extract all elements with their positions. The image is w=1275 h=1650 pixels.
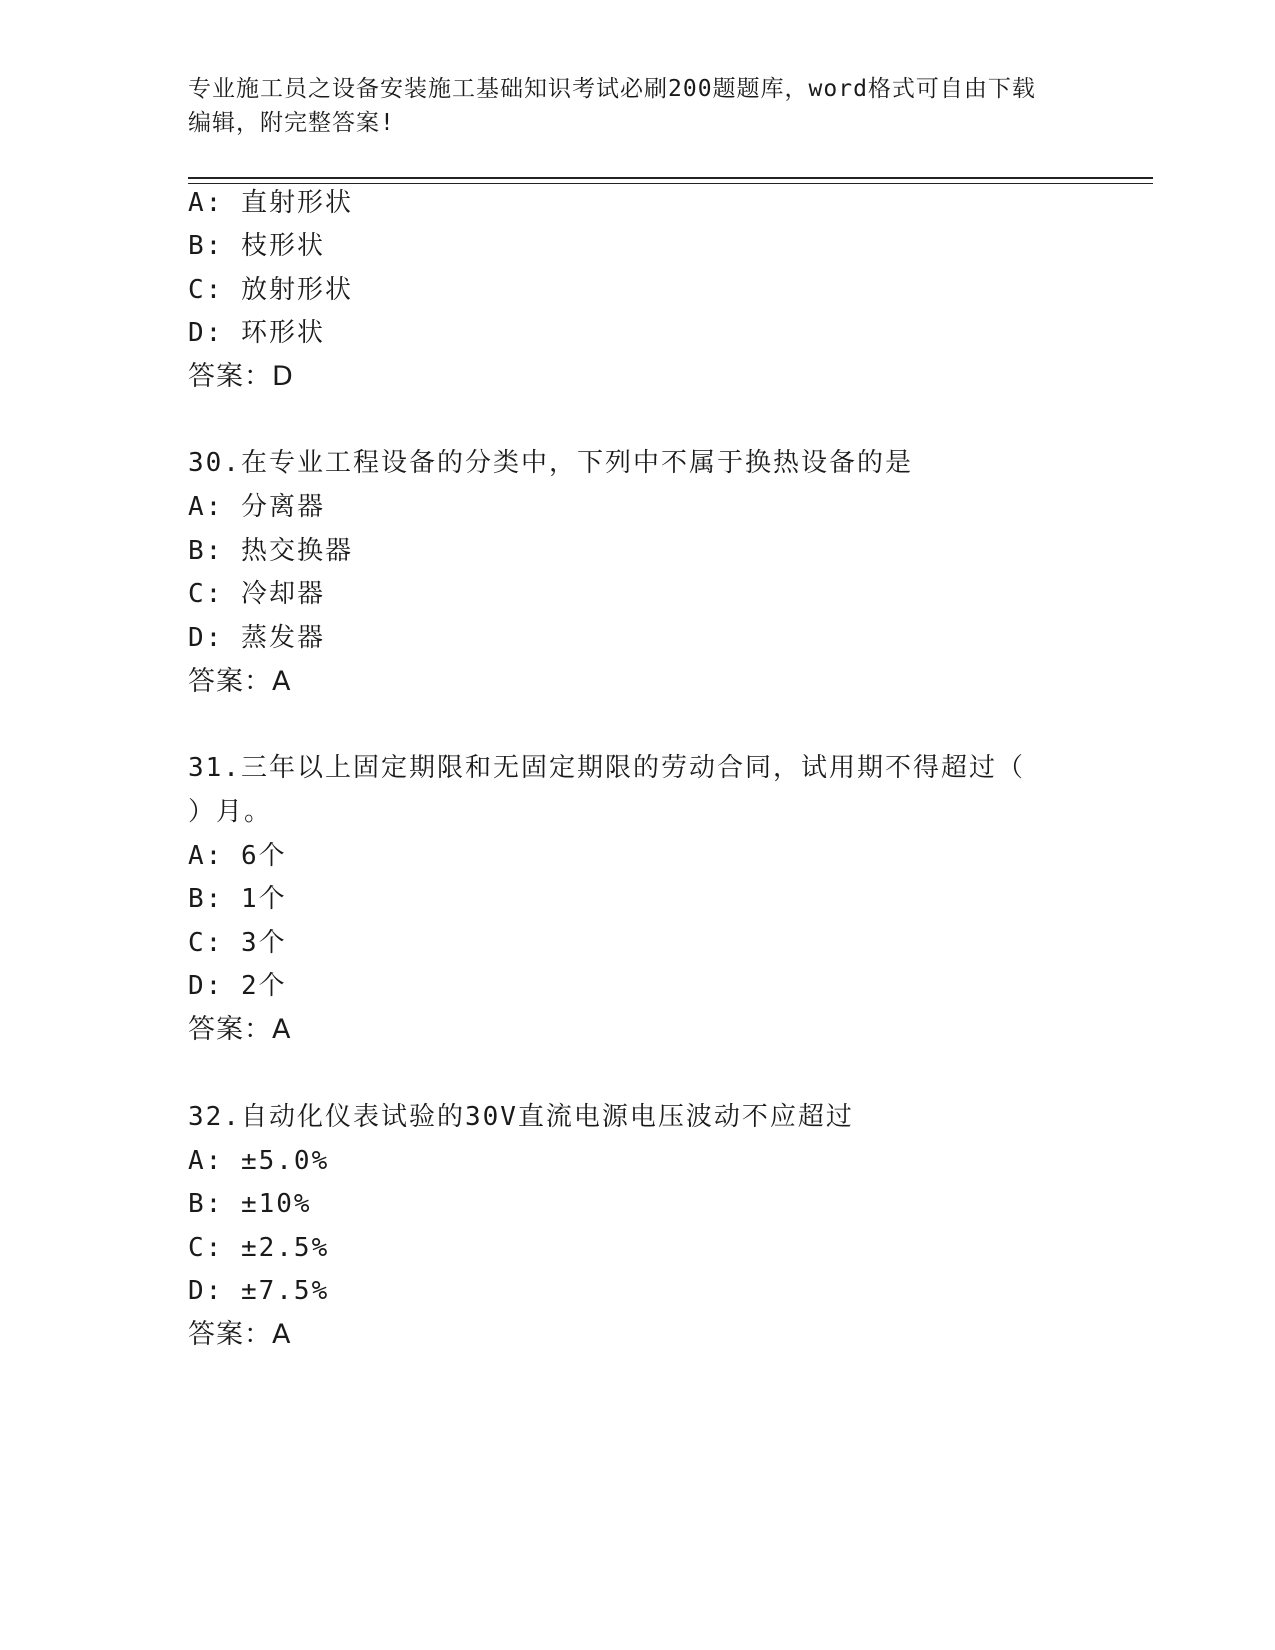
q31-stem-line-1: 31.三年以上固定期限和无固定期限的劳动合同，试用期不得超过（	[188, 753, 1025, 783]
q29-option-b: B: 枝形状	[188, 231, 325, 261]
q29-answer: 答案：D	[188, 361, 294, 392]
document-header	[188, 72, 1088, 140]
q30-stem: 30.在专业工程设备的分类中，下列中不属于换热设备的是	[188, 448, 913, 478]
q32-stem: 32.自动化仪表试验的30V直流电源电压波动不应超过	[188, 1102, 854, 1132]
q32-option-d: D: ±7.5%	[188, 1276, 330, 1306]
q30-option-a: A: 分离器	[188, 492, 325, 522]
q31-option-c: C: 3个	[188, 928, 287, 958]
header-divider-thin	[188, 183, 1153, 184]
q29-option-a: A: 直射形状	[188, 188, 353, 218]
q32-option-c: C: ±2.5%	[188, 1233, 330, 1263]
q30-option-c: C: 冷却器	[188, 579, 325, 609]
q31-answer: 答案：A	[188, 1014, 292, 1045]
q30-option-b: B: 热交换器	[188, 536, 353, 566]
q31-option-a: A: 6个	[188, 841, 287, 871]
q32-option-a: A: ±5.0%	[188, 1146, 330, 1176]
q31-option-d: D: 2个	[188, 971, 287, 1001]
q32-answer: 答案：A	[188, 1319, 292, 1350]
q31-option-b: B: 1个	[188, 884, 287, 914]
q29-option-d: D: 环形状	[188, 318, 325, 348]
q31-stem-line-2: ）月。	[188, 797, 273, 827]
header-title-line-2: 编辑，附完整答案!	[188, 110, 395, 136]
q29-option-c: C: 放射形状	[188, 275, 353, 305]
header-title-line-1: 专业施工员之设备安装施工基础知识考试必刷200题题库，word格式可自由下载	[188, 76, 1036, 102]
q32-option-b: B: ±10%	[188, 1189, 312, 1219]
header-divider-thick	[188, 177, 1153, 179]
q30-option-d: D: 蒸发器	[188, 623, 325, 653]
q30-answer: 答案：A	[188, 666, 292, 697]
